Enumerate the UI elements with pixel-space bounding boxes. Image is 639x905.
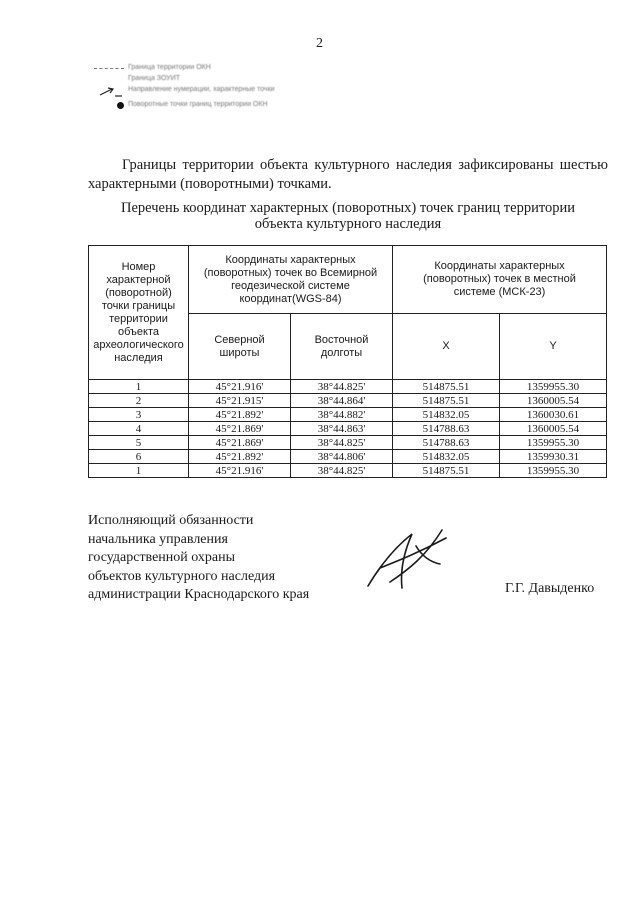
legend-item bbox=[88, 101, 288, 109]
page-number: 2 bbox=[316, 36, 323, 51]
longitude-cell: 38°44.864' bbox=[291, 394, 393, 408]
longitude-cell: 38°44.825' bbox=[291, 380, 393, 394]
legend-item bbox=[88, 64, 288, 72]
signatory-line: Исполняющий обязанности bbox=[88, 513, 254, 528]
point-number-cell: 1 bbox=[89, 464, 189, 478]
latitude-cell: 45°21.892' bbox=[189, 450, 291, 464]
map-legend bbox=[88, 64, 288, 112]
x-cell: 514788.63 bbox=[393, 436, 500, 450]
signatory-line: объектов культурного наследия bbox=[88, 568, 276, 584]
table-row bbox=[89, 450, 607, 464]
y-cell: 1360005.54 bbox=[500, 394, 607, 408]
legend-label: Поворотные точки границ территории ОКН bbox=[128, 101, 268, 108]
signer-name: Г.Г. Давыденко bbox=[505, 581, 595, 596]
longitude-cell: 38°44.806' bbox=[291, 450, 393, 464]
legend-label: Граница территории ОКН bbox=[128, 64, 211, 71]
header-y: Y bbox=[500, 314, 607, 380]
header-wgs84-group: Координаты характерных (поворотных) точек во Всемирной геодезической системе координат(WGS-84) bbox=[189, 246, 393, 314]
latitude-cell: 45°21.869' bbox=[189, 422, 291, 436]
signatory-line: администрации Краснодарского края bbox=[88, 587, 310, 602]
signatory-position bbox=[88, 512, 309, 605]
y-cell: 1359955.30 bbox=[500, 464, 607, 478]
header-east-longitude: Восточной долготы bbox=[291, 314, 393, 380]
longitude-cell: 38°44.825' bbox=[291, 464, 393, 478]
y-cell: 1359930.31 bbox=[500, 450, 607, 464]
header-north-latitude: Северной широты bbox=[189, 314, 291, 380]
legend-label: Направление нумерации, характерные точки bbox=[128, 86, 275, 93]
table-row bbox=[89, 394, 607, 408]
y-cell: 1360005.54 bbox=[500, 422, 607, 436]
legend-label: Граница ЗОУИТ bbox=[128, 75, 181, 82]
y-cell: 1359955.30 bbox=[500, 380, 607, 394]
latitude-cell: 45°21.892' bbox=[189, 408, 291, 422]
table-row bbox=[89, 380, 607, 394]
point-number-cell: 5 bbox=[89, 436, 189, 450]
table-row bbox=[89, 422, 607, 436]
legend-item bbox=[88, 86, 288, 98]
table-row bbox=[89, 464, 607, 478]
point-number-cell: 6 bbox=[89, 450, 189, 464]
header-point-number: Номер характерной (поворотной) точки границы территории объекта археологического наследия bbox=[89, 246, 189, 380]
latitude-cell: 45°21.916' bbox=[189, 380, 291, 394]
x-cell: 514788.63 bbox=[393, 422, 500, 436]
latitude-cell: 45°21.915' bbox=[189, 394, 291, 408]
point-number-cell: 3 bbox=[89, 408, 189, 422]
x-cell: 514875.51 bbox=[393, 380, 500, 394]
point-number-cell: 4 bbox=[89, 422, 189, 436]
signatory-line: государственной охраны bbox=[88, 550, 236, 565]
header-msk23-group: Координаты характерных (поворотных) точек в местной системе (МСК-23) bbox=[393, 246, 607, 314]
coordinates-table bbox=[88, 245, 607, 478]
longitude-cell: 38°44.882' bbox=[291, 408, 393, 422]
y-cell: 1360030.61 bbox=[500, 408, 607, 422]
legend-item bbox=[88, 75, 288, 83]
handwritten-signature bbox=[360, 526, 450, 596]
list-title-line: Перечень координат характерных (поворотных) точек границ территории bbox=[120, 200, 576, 216]
arrow-direction-icon bbox=[88, 86, 128, 98]
intro-paragraph: Границы территории объекта культурного наследия зафиксированы шестью характерными (поворотными) точками. bbox=[88, 157, 608, 192]
point-number-cell: 1 bbox=[89, 380, 189, 394]
header-x: X bbox=[393, 314, 500, 380]
coordinates-list-title bbox=[88, 200, 608, 232]
x-cell: 514832.05 bbox=[393, 450, 500, 464]
black-dot-icon bbox=[88, 101, 128, 109]
y-cell: 1359955.30 bbox=[500, 436, 607, 450]
latitude-cell: 45°21.869' bbox=[189, 436, 291, 450]
x-cell: 514875.51 bbox=[393, 464, 500, 478]
dashed-line-icon bbox=[88, 64, 128, 69]
latitude-cell: 45°21.916' bbox=[189, 464, 291, 478]
list-title-line: объекта культурного наследия bbox=[254, 216, 442, 232]
table-row bbox=[89, 408, 607, 422]
point-number-cell: 2 bbox=[89, 394, 189, 408]
x-cell: 514875.51 bbox=[393, 394, 500, 408]
longitude-cell: 38°44.863' bbox=[291, 422, 393, 436]
x-cell: 514832.05 bbox=[393, 408, 500, 422]
signatory-line: начальника управления bbox=[88, 531, 228, 547]
table-row bbox=[89, 436, 607, 450]
longitude-cell: 38°44.825' bbox=[291, 436, 393, 450]
